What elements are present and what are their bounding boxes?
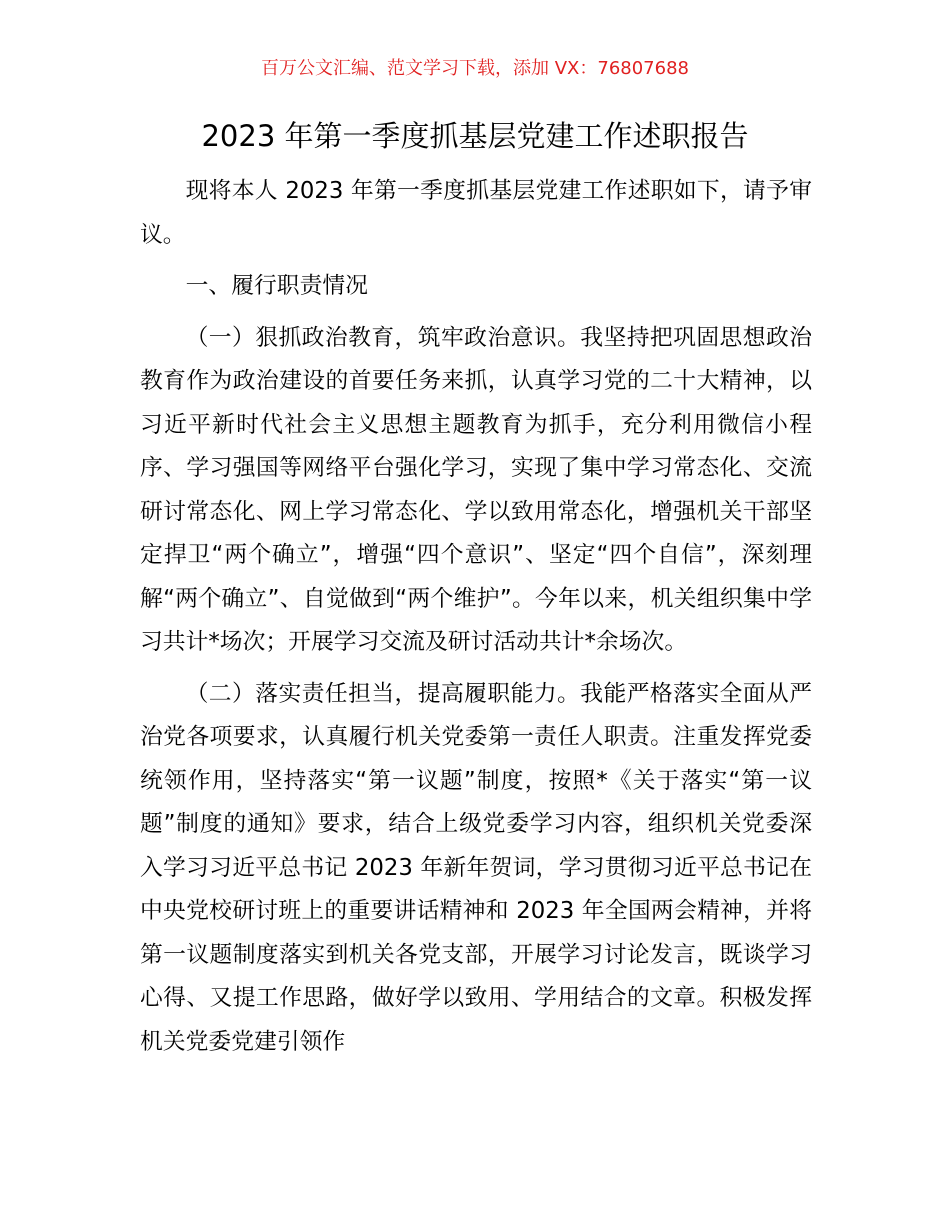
document-body xyxy=(140,170,812,1064)
intro-paragraph: 现将本人 2023 年第一季度抓基层党建工作述职如下，请予审议。 xyxy=(140,178,812,248)
header-banner: 百万公文汇编、范文学习下载，添加 VX：76807688 xyxy=(261,58,689,79)
section-heading: 一、履行职责情况 xyxy=(185,273,368,299)
paragraph-1: （一）狠抓政治教育，筑牢政治意识。我坚持把巩固思想政治教育作为政治建设的首要任务来抓，认真学习党的二十大精神，以习近平新时代社会主义思想主题教育为抓手，充分利用微信小程序、学习强国等网络平台强化学习，实现了集中学习常态化、交流研讨常态化、网上学习常态化、学以致用常态化，增强机关干部坚定捍卫“两个确立”，增强“四个意识”、坚定“四个自信”，深刻理解“两个确立”、自觉做到“两个维护”。今年以来，机关组织集中学习共计*场次；开展学习交流及研讨活动共计*余场次。 xyxy=(140,324,812,655)
paragraph-2: （二）落实责任担当，提高履职能力。我能严格落实全面从严治党各项要求，认真履行机关党委第一责任人职责。注重发挥党委统领作用，坚持落实“第一议题”制度，按照*《关于落实“第一议题”制度的通知》要求，结合上级党委学习内容，组织机关党委深入学习习近平总书记 2023 年新年贺词，学习贯彻习近平总书记在中央党校研讨班上的重要讲话精神和 2023 年全国两会精神，并将第一议题制度落实到机关各党支部，开展学习讨论发言，既谈学习心得、又提工作思路，做好学以致用、学用结合的文章。积极发挥机关党委党建引领作 xyxy=(140,680,812,1055)
document-title: 2023 年第一季度抓基层党建工作述职报告 xyxy=(201,119,749,153)
